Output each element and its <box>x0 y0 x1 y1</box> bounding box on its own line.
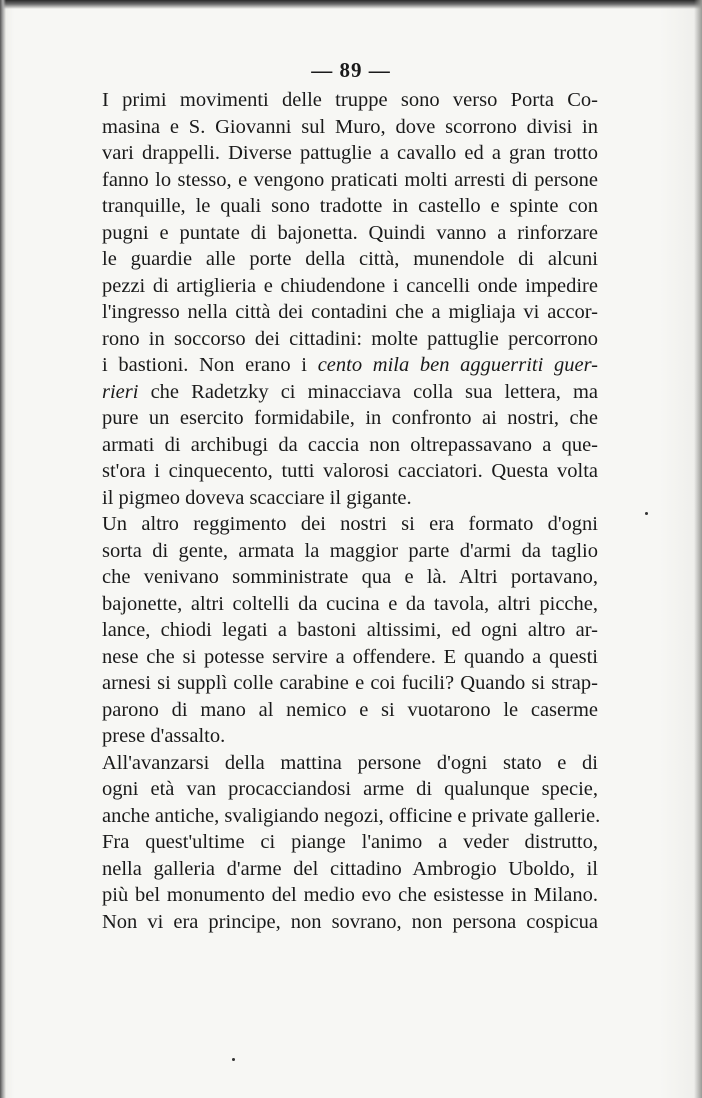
line-text: l'ingresso nella città dei contadini che a migliaja vi accor- <box>102 301 598 323</box>
text-line <box>102 485 598 512</box>
line-text: pezzi di artiglieria e chiudendone i cancelli onde impedire <box>102 274 598 297</box>
line-text: ogni età van procacciandosi arme di qualunque specie, <box>102 778 598 800</box>
text-line <box>102 670 598 697</box>
line-text: masina e S. Giovanni sul Muro, dove scorrono divisi in <box>102 115 598 138</box>
text-line <box>102 511 598 538</box>
line-text: che Radetzky ci minacciava colla sua lettera, ma <box>150 380 598 403</box>
speck <box>645 512 648 515</box>
line-text: Fra quest'ultime ci piange l'animo a veder distrutto, <box>102 831 598 853</box>
text-line <box>102 750 598 777</box>
page-top-shadow <box>0 0 702 9</box>
line-text: rono in soccorso dei cittadini: molte pattuglie percorrono <box>102 327 598 350</box>
line-text: sorta di gente, armata la maggior parte d'armi da taglio <box>102 539 598 562</box>
text-line <box>102 87 598 114</box>
line-text: All'avanzarsi della mattina persone d'ogni stato e di <box>102 751 598 774</box>
text-line <box>102 697 598 724</box>
text-line <box>102 591 598 618</box>
text-line <box>102 538 598 565</box>
text-line <box>102 220 598 247</box>
text-line <box>102 352 598 379</box>
text-line <box>102 617 598 644</box>
line-text: lance, chiodi legati a bastoni altissimi, ed ogni altro ar- <box>102 619 598 641</box>
line-text: anche antiche, svaligiando negozi, officine e private gallerie. <box>102 804 601 827</box>
text-line <box>102 776 598 803</box>
line-text: parono di mano al nemico e si vuotarono le caserme <box>102 698 598 721</box>
text-line <box>102 167 598 194</box>
line-text: nella galleria d'arme del cittadino Ambrogio Uboldo, il <box>102 857 598 880</box>
text-line <box>102 644 598 671</box>
page-number: — 89 — <box>311 58 391 82</box>
text-line <box>102 723 598 750</box>
text-line <box>102 273 598 300</box>
text-line <box>102 564 598 591</box>
text-line <box>102 114 598 141</box>
line-text: Un altro reggimento dei nostri si era formato d'ogni <box>102 513 598 535</box>
line-text: i bastioni. Non erano i <box>102 354 307 376</box>
text-line <box>102 246 598 273</box>
body-text <box>102 87 601 935</box>
line-text: bajonette, altri coltelli da cucina e da tavola, altri picche, <box>102 592 598 615</box>
text-line <box>102 882 598 909</box>
italic-text: rieri <box>102 380 139 403</box>
line-text: arnesi si supplì colle carabine e coi fucili? Quando si strap- <box>102 672 598 694</box>
speck <box>232 1058 235 1061</box>
line-text: che venivano somministrate qua e là. Altri portavano, <box>102 566 598 588</box>
text-line <box>102 140 598 167</box>
text-line <box>102 432 598 459</box>
text-line <box>102 193 598 220</box>
line-text: prese d'assalto. <box>102 725 226 747</box>
page-right-shadow <box>694 0 702 1098</box>
line-text: armati di archibugi da caccia non oltrepassavano a que- <box>102 433 598 456</box>
line-text: nese che si potesse servire a offendere. E quando a questi <box>102 645 598 668</box>
line-text: Non vi era principe, non sovrano, non persona cospicua <box>102 910 598 933</box>
italic-text: cento mila ben agguerriti guer- <box>317 354 598 376</box>
text-line <box>102 803 601 830</box>
text-line <box>102 326 598 353</box>
line-text: pugni e puntate di bajonetta. Quindi vanno a rinforzare <box>102 221 598 244</box>
line-text: I primi movimenti delle truppe sono verso Porta Co- <box>102 89 598 111</box>
line-text: più bel monumento del medio evo che esistesse in Milano. <box>102 884 598 906</box>
page-left-shadow <box>0 0 6 1098</box>
text-line <box>102 379 598 406</box>
line-text: il pigmeo doveva scacciare il gigante. <box>102 486 412 509</box>
text-line <box>102 405 598 432</box>
line-text: vari drappelli. Diverse pattuglie a cavallo ed a gran trotto <box>102 142 598 164</box>
line-text: fanno lo stesso, e vengono praticati molti arresti di persone <box>102 168 598 191</box>
text-line <box>102 829 598 856</box>
text-line <box>102 299 598 326</box>
line-text: pure un esercito formidabile, in confronto ai nostri, che <box>102 407 598 429</box>
text-line <box>102 458 598 485</box>
text-line <box>102 856 598 883</box>
line-text: tranquille, le quali sono tradotte in castello e spinte con <box>102 195 598 217</box>
line-text: st'ora i cinquecento, tutti valorosi cacciatori. Questa volta <box>102 460 598 482</box>
text-line <box>102 909 598 936</box>
line-text: le guardie alle porte della città, munendole di alcuni <box>102 248 598 270</box>
